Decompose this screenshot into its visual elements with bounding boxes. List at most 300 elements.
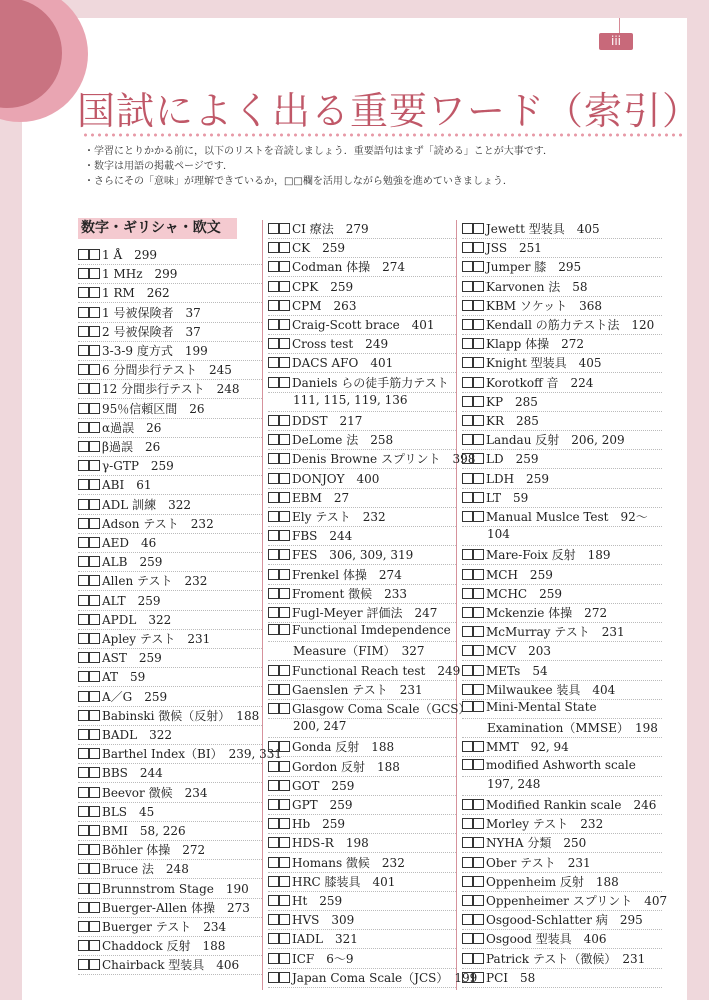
check-box[interactable]: [473, 415, 484, 426]
entry-text: ICF 6～9: [292, 951, 354, 966]
entry-text: DACS AFO 401: [292, 356, 394, 371]
entry-text: 200, 247: [293, 719, 347, 734]
check-box[interactable]: [473, 511, 484, 522]
check-box[interactable]: [89, 383, 100, 394]
check-box[interactable]: [473, 473, 484, 484]
check-box[interactable]: [473, 319, 484, 330]
check-box[interactable]: [268, 223, 279, 234]
check-box[interactable]: [78, 383, 89, 394]
index-entry: [462, 393, 538, 410]
check-box[interactable]: [268, 261, 279, 272]
check-box[interactable]: [89, 326, 100, 337]
check-box[interactable]: [279, 857, 290, 868]
check-box[interactable]: [279, 588, 290, 599]
check-box[interactable]: [473, 242, 484, 253]
entry-text: KBM ソケット 368: [486, 298, 603, 313]
check-box[interactable]: [279, 933, 290, 944]
check-box[interactable]: [78, 537, 89, 548]
check-box[interactable]: [279, 511, 290, 522]
index-entry: [462, 335, 584, 352]
entry-text: DeLome 法 258: [292, 433, 394, 448]
check-box[interactable]: [78, 959, 89, 970]
check-box[interactable]: [268, 857, 279, 868]
entry-text: Babinski 徴候（反射） 188: [102, 708, 260, 723]
check-box[interactable]: [473, 645, 484, 656]
check-box[interactable]: [78, 787, 89, 798]
check-box[interactable]: [78, 844, 89, 855]
check-box[interactable]: [462, 626, 473, 637]
check-box[interactable]: [473, 338, 484, 349]
entry-text: 6 分間歩行テスト 245: [102, 363, 232, 378]
check-box[interactable]: [78, 403, 89, 414]
check-box[interactable]: [78, 806, 89, 817]
entry-text: Cross test 249: [292, 337, 389, 352]
index-entry: [268, 374, 449, 391]
check-box[interactable]: [462, 914, 473, 925]
entry-text: 12 分間歩行テスト 248: [102, 382, 240, 397]
check-box[interactable]: [462, 972, 473, 983]
check-box[interactable]: [268, 876, 279, 887]
check-box[interactable]: [462, 434, 473, 445]
entry-text: CK 259: [292, 241, 346, 256]
check-box[interactable]: [78, 863, 89, 874]
check-box[interactable]: [473, 549, 484, 560]
check-box[interactable]: [462, 665, 473, 676]
check-box[interactable]: [268, 338, 279, 349]
check-box[interactable]: [279, 761, 290, 772]
check-box[interactable]: [78, 479, 89, 490]
check-box[interactable]: [462, 895, 473, 906]
check-box[interactable]: [473, 377, 484, 388]
index-entry: [268, 412, 362, 429]
entry-text: HDS-R 198: [292, 836, 369, 851]
check-box[interactable]: [473, 876, 484, 887]
check-box[interactable]: [268, 530, 279, 541]
check-box[interactable]: [279, 780, 290, 791]
index-entry: [78, 822, 186, 839]
check-box[interactable]: [89, 940, 100, 951]
check-box[interactable]: [268, 453, 279, 464]
index-entry: [78, 438, 160, 455]
check-box[interactable]: [89, 556, 100, 567]
index-entry: [462, 258, 581, 275]
check-box[interactable]: [89, 691, 100, 702]
check-box[interactable]: [473, 300, 484, 311]
check-box[interactable]: [268, 837, 279, 848]
check-box[interactable]: [473, 741, 484, 752]
check-box[interactable]: [89, 825, 100, 836]
check-box[interactable]: [473, 569, 484, 580]
check-box[interactable]: [268, 684, 279, 695]
entry-text: Morley テスト 232: [486, 817, 604, 832]
entry-text: β過誤 26: [102, 440, 161, 454]
check-box[interactable]: [279, 818, 290, 829]
check-box[interactable]: [78, 364, 89, 375]
check-box[interactable]: [473, 914, 484, 925]
check-box[interactable]: [89, 441, 100, 452]
check-box[interactable]: [279, 895, 290, 906]
check-box[interactable]: [89, 710, 100, 721]
check-box[interactable]: [89, 614, 100, 625]
check-box[interactable]: [78, 460, 89, 471]
check-box[interactable]: [89, 863, 100, 874]
check-box[interactable]: [89, 883, 100, 894]
check-box[interactable]: [268, 741, 279, 752]
check-box[interactable]: [279, 972, 290, 983]
check-box[interactable]: [279, 415, 290, 426]
entry-text: Bruce 法 248: [102, 862, 189, 877]
entry-text: DONJOY 400: [292, 471, 380, 486]
check-box[interactable]: [78, 326, 89, 337]
entry-text: LT 59: [486, 490, 529, 505]
index-entry: [78, 688, 167, 705]
index-entry: [268, 278, 353, 295]
check-box[interactable]: [279, 549, 290, 560]
check-box[interactable]: [89, 307, 100, 318]
check-box[interactable]: [89, 748, 100, 759]
check-box[interactable]: [473, 665, 484, 676]
check-box[interactable]: [462, 876, 473, 887]
check-box[interactable]: [279, 799, 290, 810]
section-heading: 数字・ギリシャ・欧文: [78, 218, 237, 239]
check-box[interactable]: [462, 799, 473, 810]
check-box[interactable]: [462, 933, 473, 944]
entry-text: HVS 309: [292, 913, 355, 928]
check-box[interactable]: [462, 607, 473, 618]
check-box[interactable]: [89, 633, 100, 644]
index-entry: [462, 662, 548, 679]
check-box[interactable]: [279, 492, 290, 503]
check-box[interactable]: [89, 518, 100, 529]
index-entry: [268, 930, 358, 947]
check-box[interactable]: [89, 652, 100, 663]
check-box[interactable]: [89, 460, 100, 471]
check-box[interactable]: [78, 825, 89, 836]
check-box[interactable]: [473, 492, 484, 503]
entry-text: Ober テスト 231: [486, 855, 591, 870]
check-box[interactable]: [462, 857, 473, 868]
check-box[interactable]: [89, 479, 100, 490]
check-box[interactable]: [462, 684, 473, 695]
check-box[interactable]: [268, 511, 279, 522]
entry-text: Knight 型装具 405: [486, 356, 602, 371]
check-box[interactable]: [279, 434, 290, 445]
check-box[interactable]: [279, 665, 290, 676]
check-box[interactable]: [89, 249, 100, 260]
check-box[interactable]: [473, 607, 484, 618]
check-box[interactable]: [268, 549, 279, 560]
check-box[interactable]: [279, 473, 290, 484]
check-box[interactable]: [279, 377, 290, 388]
index-entry: [268, 431, 393, 448]
entry-text: ALB 259: [102, 555, 163, 570]
check-box[interactable]: [462, 588, 473, 599]
check-box[interactable]: [268, 607, 279, 618]
check-box[interactable]: [89, 844, 100, 855]
check-box[interactable]: [78, 691, 89, 702]
check-box[interactable]: [78, 268, 89, 279]
check-box[interactable]: [279, 876, 290, 887]
check-box[interactable]: [89, 921, 100, 932]
check-box[interactable]: [279, 242, 290, 253]
check-box[interactable]: [462, 759, 473, 770]
check-box[interactable]: [78, 595, 89, 606]
index-entry: [462, 911, 643, 928]
check-box[interactable]: [78, 729, 89, 740]
check-box[interactable]: [89, 767, 100, 778]
entry-text: MCH 259: [486, 567, 553, 582]
check-box[interactable]: [279, 914, 290, 925]
check-box[interactable]: [268, 300, 279, 311]
check-box[interactable]: [268, 492, 279, 503]
check-box[interactable]: [89, 902, 100, 913]
check-box[interactable]: [473, 972, 484, 983]
check-box[interactable]: [279, 607, 290, 618]
check-box[interactable]: [279, 319, 290, 330]
index-entry: [78, 860, 189, 877]
check-box[interactable]: [462, 818, 473, 829]
check-box[interactable]: [78, 249, 89, 260]
check-box[interactable]: [462, 953, 473, 964]
check-box[interactable]: [473, 626, 484, 637]
check-box[interactable]: [78, 940, 89, 951]
check-box[interactable]: [473, 759, 484, 770]
check-box[interactable]: [89, 787, 100, 798]
check-box[interactable]: [78, 287, 89, 298]
index-entry: [268, 873, 395, 890]
check-box[interactable]: [462, 492, 473, 503]
index-entry: [462, 220, 600, 237]
check-box[interactable]: [279, 281, 290, 292]
check-box[interactable]: [89, 959, 100, 970]
check-box[interactable]: [89, 729, 100, 740]
check-box[interactable]: [473, 818, 484, 829]
check-box[interactable]: [89, 403, 100, 414]
entry-text: ABI 61: [102, 478, 152, 493]
check-box[interactable]: [462, 396, 473, 407]
entry-text: Buerger-Allen 体操 273: [102, 900, 250, 915]
check-box[interactable]: [89, 422, 100, 433]
entry-text: Modified Rankin scale 246: [486, 798, 657, 812]
entry-text: 1 Å 299: [102, 248, 158, 262]
check-box[interactable]: [473, 684, 484, 695]
check-box[interactable]: [473, 857, 484, 868]
index-entry: [78, 323, 201, 340]
check-box[interactable]: [473, 799, 484, 810]
check-box[interactable]: [462, 453, 473, 464]
check-box[interactable]: [78, 441, 89, 452]
entry-text: Mckenzie 体操 272: [486, 606, 608, 620]
check-box[interactable]: [462, 338, 473, 349]
check-box[interactable]: [462, 377, 473, 388]
entry-text: CPK 259: [292, 279, 354, 294]
check-box[interactable]: [268, 434, 279, 445]
entry-text: Gordon 反射 188: [292, 759, 400, 774]
check-box[interactable]: [462, 741, 473, 752]
index-entry: [462, 316, 654, 333]
check-box[interactable]: [279, 223, 290, 234]
check-box[interactable]: [279, 300, 290, 311]
check-box[interactable]: [473, 281, 484, 292]
check-box[interactable]: [279, 953, 290, 964]
check-box[interactable]: [462, 837, 473, 848]
check-box[interactable]: [78, 748, 89, 759]
check-box[interactable]: [78, 518, 89, 529]
check-box[interactable]: [268, 319, 279, 330]
check-box[interactable]: [462, 415, 473, 426]
check-box[interactable]: [78, 345, 89, 356]
check-box[interactable]: [78, 614, 89, 625]
check-box[interactable]: [78, 902, 89, 913]
index-entry: [268, 546, 413, 563]
check-box[interactable]: [462, 549, 473, 560]
check-box[interactable]: [279, 357, 290, 368]
check-box[interactable]: [89, 287, 100, 298]
index-entry: [462, 892, 667, 909]
index-entry: [268, 604, 437, 621]
entry-text: BADL 322: [102, 728, 172, 742]
entry-text: A／G 259: [102, 689, 168, 704]
check-box[interactable]: [268, 473, 279, 484]
index-entry: [78, 649, 162, 666]
entry-text: Allen テスト 232: [102, 574, 208, 589]
index-entry: [462, 297, 602, 314]
check-box[interactable]: [268, 377, 279, 388]
check-box[interactable]: [279, 261, 290, 272]
check-box[interactable]: [89, 806, 100, 817]
check-box[interactable]: [462, 569, 473, 580]
entry-text: Ht 259: [292, 894, 343, 908]
check-box[interactable]: [78, 652, 89, 663]
check-box[interactable]: [268, 818, 279, 829]
index-entry: [78, 400, 205, 417]
check-box[interactable]: [462, 645, 473, 656]
entry-text: MCHC 259: [486, 586, 563, 601]
check-box[interactable]: [462, 300, 473, 311]
check-box[interactable]: [279, 453, 290, 464]
check-box[interactable]: [279, 624, 290, 635]
check-box[interactable]: [473, 434, 484, 445]
check-box[interactable]: [279, 338, 290, 349]
check-box[interactable]: [473, 357, 484, 368]
check-box[interactable]: [462, 223, 473, 234]
check-box[interactable]: [78, 633, 89, 644]
index-entry: [78, 361, 232, 378]
check-box[interactable]: [279, 703, 290, 714]
index-entry: [78, 630, 210, 647]
check-box[interactable]: [462, 319, 473, 330]
check-box[interactable]: [268, 281, 279, 292]
check-box[interactable]: [78, 422, 89, 433]
entry-text: IADL 321: [292, 932, 358, 947]
check-box[interactable]: [78, 575, 89, 586]
entry-text: Apley テスト 231: [102, 632, 211, 646]
check-box[interactable]: [268, 933, 279, 944]
check-box[interactable]: [462, 281, 473, 292]
check-box[interactable]: [279, 569, 290, 580]
check-box[interactable]: [78, 307, 89, 318]
check-box[interactable]: [78, 671, 89, 682]
check-box[interactable]: [89, 364, 100, 375]
check-box[interactable]: [268, 972, 279, 983]
index-entry: [78, 515, 214, 532]
check-box[interactable]: [279, 837, 290, 848]
check-box[interactable]: [473, 588, 484, 599]
check-box[interactable]: [89, 268, 100, 279]
check-box[interactable]: [473, 453, 484, 464]
check-box[interactable]: [473, 701, 484, 712]
check-box[interactable]: [268, 242, 279, 253]
check-box[interactable]: [89, 575, 100, 586]
check-box[interactable]: [89, 671, 100, 682]
check-box[interactable]: [473, 837, 484, 848]
index-entry: [78, 592, 161, 609]
check-box[interactable]: [279, 684, 290, 695]
index-entry: [268, 354, 393, 371]
check-box[interactable]: [89, 537, 100, 548]
check-box[interactable]: [268, 914, 279, 925]
check-box[interactable]: [268, 357, 279, 368]
check-box[interactable]: [78, 921, 89, 932]
check-box[interactable]: [89, 345, 100, 356]
check-box[interactable]: [473, 895, 484, 906]
check-box[interactable]: [473, 261, 484, 272]
check-box[interactable]: [268, 953, 279, 964]
check-box[interactable]: [268, 415, 279, 426]
entry-text: Osgood-Schlatter 病 295: [486, 913, 643, 928]
check-box[interactable]: [462, 261, 473, 272]
check-box[interactable]: [279, 741, 290, 752]
check-box[interactable]: [268, 665, 279, 676]
check-box[interactable]: [462, 242, 473, 253]
check-box[interactable]: [89, 499, 100, 510]
index-entry: [462, 508, 648, 525]
check-box[interactable]: [268, 761, 279, 772]
check-box[interactable]: [462, 473, 473, 484]
check-box[interactable]: [78, 883, 89, 894]
index-entry: [78, 246, 157, 263]
entry-text: Adson テスト 232: [102, 516, 214, 531]
check-box[interactable]: [268, 569, 279, 580]
check-box[interactable]: [89, 595, 100, 606]
check-box[interactable]: [268, 588, 279, 599]
check-box[interactable]: [462, 357, 473, 368]
check-box[interactable]: [473, 223, 484, 234]
check-box[interactable]: [268, 780, 279, 791]
entry-text: Homans 徴候 232: [292, 855, 405, 870]
check-box[interactable]: [473, 953, 484, 964]
index-entry: [268, 527, 352, 544]
check-box[interactable]: [78, 767, 89, 778]
check-box[interactable]: [268, 895, 279, 906]
check-box[interactable]: [473, 396, 484, 407]
check-box[interactable]: [279, 530, 290, 541]
check-box[interactable]: [462, 511, 473, 522]
index-entry: [462, 700, 597, 714]
check-box[interactable]: [268, 703, 279, 714]
entry-text: PCI 58: [486, 970, 536, 985]
check-box[interactable]: [268, 624, 279, 635]
check-box[interactable]: [462, 701, 473, 712]
index-entry: [462, 815, 603, 832]
check-box[interactable]: [78, 710, 89, 721]
entry-text: LD 259: [486, 452, 539, 467]
check-box[interactable]: [78, 556, 89, 567]
check-box[interactable]: [473, 933, 484, 944]
check-box[interactable]: [268, 799, 279, 810]
entry-text: AT 59: [102, 670, 146, 685]
check-box[interactable]: [78, 499, 89, 510]
